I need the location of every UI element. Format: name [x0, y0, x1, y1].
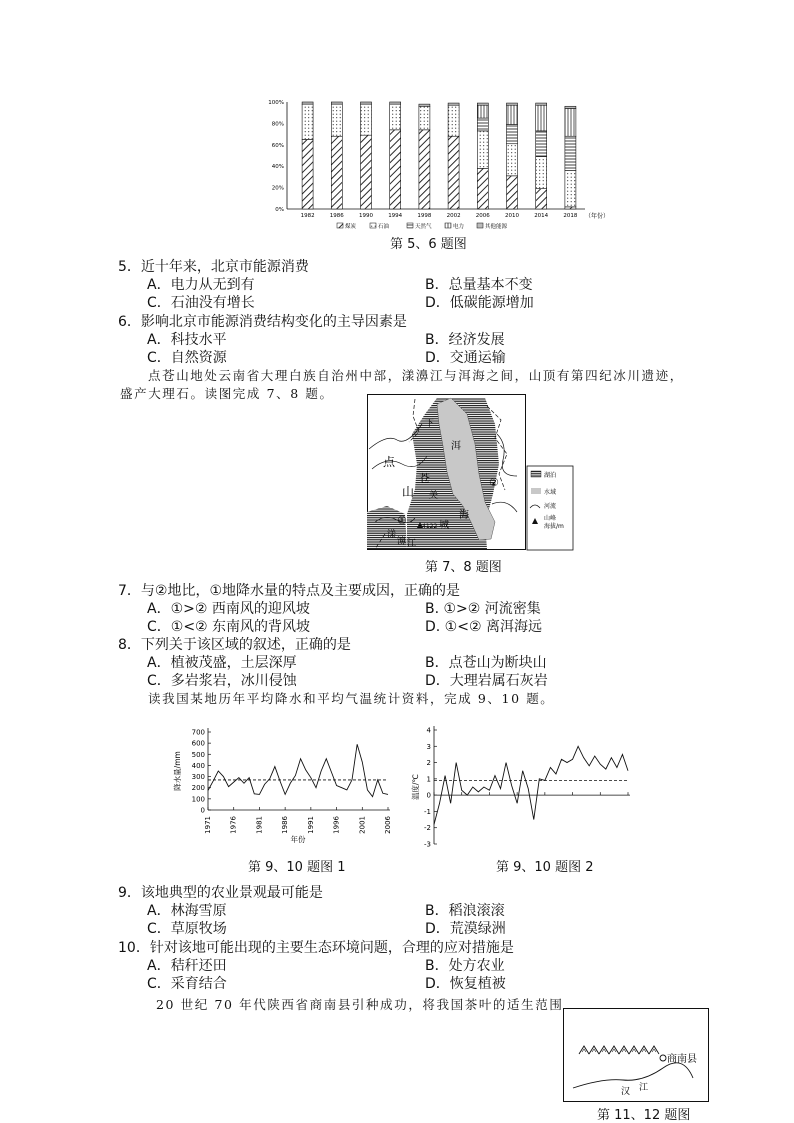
map-label: 山 — [402, 485, 415, 499]
x-tick-label — [624, 849, 632, 850]
y-tick-label: 600 — [191, 739, 205, 748]
x-tick-label: 1982 — [300, 213, 315, 219]
y-tick-label: 2 — [426, 759, 431, 768]
question-5-option-c: C．石油没有增长 — [147, 295, 255, 311]
question-7-option-d: D. ①<② 离洱海远 — [425, 619, 542, 635]
bar-segment — [507, 124, 518, 143]
bar-segment — [477, 105, 488, 118]
legend-label: 电力 — [453, 224, 465, 230]
chart-legend — [337, 222, 508, 230]
map-label: 濞 — [397, 537, 407, 547]
question-8-stem: 8．下列关于该区域的叙述，正确的是 — [118, 637, 351, 653]
point-2-label: ② — [489, 476, 499, 489]
diancang-map — [367, 394, 574, 551]
legend-item: 湖泊 — [544, 472, 557, 479]
bar-segment — [331, 136, 342, 209]
x-tick-label: 2001 — [358, 816, 367, 834]
x-tick-label: 2006 — [475, 213, 490, 219]
map-label: 苍 — [419, 472, 430, 485]
bar-segment — [536, 131, 547, 157]
bar-segment — [565, 136, 576, 170]
bar-segment — [302, 102, 313, 104]
y-tick-label: 4 — [426, 726, 431, 735]
bar-segment — [448, 103, 459, 105]
y-tick-label: 60% — [271, 142, 284, 149]
precipitation-chart — [170, 720, 400, 850]
bar-segment — [419, 104, 430, 106]
bar-segment — [419, 106, 430, 130]
map-label: 江 — [407, 539, 417, 549]
question-9-stem: 9．该地典型的农业景观最可能是 — [118, 885, 323, 901]
question-8-option-b: B．点苍山为断块山 — [425, 655, 547, 671]
series-line — [434, 746, 628, 824]
bar-segment — [536, 103, 547, 105]
intro-11-12: 20 世纪 70 年代陕西省商南县引种成功，将我国茶叶的适生范围 — [156, 997, 564, 1012]
question-5-option-d: D．低碳能源增加 — [425, 295, 534, 311]
y-tick-label: 20% — [271, 185, 284, 192]
bar-segment — [331, 104, 342, 136]
x-tick-label: 1994 — [388, 213, 403, 219]
chart-bars — [302, 102, 576, 209]
x-unit-label: （年份） — [585, 213, 610, 220]
x-tick-label: 2018 — [563, 213, 578, 219]
y-axis-label: 温度/℃ — [411, 774, 420, 800]
question-6-option-d: D．交通运输 — [425, 350, 506, 366]
question-9-option-a: A．林海雪原 — [147, 903, 227, 919]
shangnan-map — [563, 1008, 709, 1102]
y-tick-label: 3 — [426, 742, 431, 751]
bar-segment — [507, 176, 518, 209]
bar-segment — [390, 102, 401, 104]
y-tick-label: 40% — [271, 164, 284, 171]
map-label: 洱 — [451, 441, 461, 452]
county-label: 商南县 — [667, 1054, 697, 1065]
intro-7-8-line2: 盛产大理石。读图完成 7、8 题。 — [120, 386, 334, 401]
y-tick-label: 300 — [191, 773, 205, 782]
x-tick-label — [513, 849, 521, 850]
map-label: 点 — [383, 455, 396, 469]
legend-label: 煤炭 — [345, 224, 357, 230]
bar-segment — [536, 105, 547, 131]
bar-segment — [507, 144, 518, 176]
legend-item: 山峰 — [544, 515, 557, 522]
bar-segment — [390, 130, 401, 209]
x-tick-label — [569, 849, 577, 850]
question-10-stem: 10．针对该地可能出现的主要生态环境问题，合理的应对措施是 — [118, 940, 514, 956]
question-9-option-c: C．草原牧场 — [147, 921, 227, 937]
bar-segment — [507, 105, 518, 124]
river-label: 汉 — [621, 1087, 631, 1097]
bar-segment — [302, 104, 313, 139]
bar-segment — [507, 103, 518, 105]
legend-swatch — [445, 223, 451, 228]
bar-segment — [477, 131, 488, 168]
map-label: 下 — [425, 419, 435, 429]
bar-segment — [302, 139, 313, 209]
x-tick-label: 1996 — [332, 816, 341, 834]
question-9-option-d: D．荒漠绿洲 — [425, 921, 506, 937]
question-8-option-d: D．大理岩属石灰岩 — [425, 673, 548, 689]
bar-segment — [565, 108, 576, 136]
bar-segment — [361, 104, 372, 135]
figure-5-6-caption: 第 5、6 题图 — [390, 237, 467, 252]
y-tick-label: 1 — [426, 775, 431, 784]
y-tick-label: 700 — [191, 728, 205, 737]
x-tick-label: 2014 — [534, 213, 549, 219]
bar-segment — [331, 102, 342, 104]
question-6-option-c: C．自然资源 — [147, 350, 227, 366]
x-tick-label — [458, 849, 466, 850]
y-tick-label: 0% — [275, 207, 284, 213]
point-1-label: ① — [397, 514, 407, 527]
y-tick-label: 100% — [268, 100, 284, 106]
legend-swatch — [370, 223, 376, 228]
bar-segment — [361, 102, 372, 104]
bar-segment — [477, 118, 488, 131]
question-6-option-b: B．经济发展 — [425, 332, 505, 348]
question-10-option-c: C．采育结合 — [147, 976, 227, 992]
intro-9-10: 读我国某地历年平均降水和平均气温统计资料，完成 9、10 题。 — [148, 691, 555, 706]
legend-item: 水域 — [544, 489, 557, 496]
legend-swatch — [407, 223, 413, 228]
x-tick-label: 1986 — [329, 213, 344, 219]
question-10-option-d: D．恢复植被 — [425, 976, 506, 992]
y-axis-label: 降水量/mm — [173, 751, 182, 791]
legend-label: 天然气 — [415, 224, 432, 230]
y-tick-label: 0 — [426, 791, 431, 800]
y-tick-label: 80% — [271, 121, 284, 128]
temperature-chart — [410, 720, 640, 850]
map-label: 海 — [459, 510, 469, 521]
legend-item: 海拔/m — [544, 523, 564, 530]
y-tick-label: 500 — [191, 750, 205, 759]
x-tick-label: 1990 — [359, 213, 373, 219]
question-10-option-a: A．秸秆还田 — [147, 958, 227, 974]
legend-swatch — [477, 223, 483, 228]
y-tick-label: -3 — [424, 840, 431, 849]
bar-segment — [448, 105, 459, 136]
question-6-stem: 6．影响北京市能源消费结构变化的主导因素是 — [118, 314, 407, 330]
bar-segment — [565, 207, 576, 209]
x-tick-label: 2010 — [505, 213, 519, 219]
question-7-option-b: B. ①>② 河流密集 — [425, 601, 541, 617]
question-7-option-c: C．①<② 东南风的背风坡 — [147, 619, 311, 635]
map-label: 关 — [429, 491, 439, 501]
bar-segment — [477, 168, 488, 209]
question-8-option-c: C．多岩浆岩，冰川侵蚀 — [147, 673, 297, 689]
map-label: 城 — [439, 520, 449, 531]
peak-elevation: 4122 — [422, 523, 438, 530]
question-5-stem: 5．近十年来，北京市能源消费 — [118, 259, 309, 275]
question-10-option-b: B．处方农业 — [425, 958, 505, 974]
legend-label: 石油 — [378, 224, 390, 230]
bar-segment — [565, 170, 576, 206]
question-6-option-a: A．科技水平 — [147, 332, 227, 348]
legend-water-swatch — [531, 488, 541, 494]
figure-9-10-1-caption: 第 9、10 题图 1 — [248, 860, 346, 875]
legend-label: 其他能源 — [485, 224, 508, 230]
x-tick-label: 1981 — [255, 816, 264, 834]
legend-lake-swatch — [531, 471, 541, 477]
legend-swatch — [337, 223, 343, 228]
bar-segment — [536, 157, 547, 189]
figure-9-10-2-caption: 第 9、10 题图 2 — [496, 860, 594, 875]
series-line — [208, 744, 388, 796]
question-5-option-b: B．总量基本不变 — [425, 277, 533, 293]
question-7-stem: 7．与②地比，①地降水量的特点及主要成因，正确的是 — [118, 583, 461, 599]
y-tick-label: 0 — [200, 806, 205, 815]
question-9-option-b: B．稻浪滚滚 — [425, 903, 505, 919]
y-tick-label: -2 — [424, 824, 431, 833]
y-tick-label: 400 — [191, 761, 205, 770]
y-tick-labels — [268, 100, 284, 213]
bar-segment — [565, 106, 576, 108]
intro-7-8-line1: 点苍山地处云南省大理白族自治州中部，漾濞江与洱海之间，山顶有第四纪冰川遗迹， — [148, 368, 684, 383]
bar-segment — [419, 130, 430, 209]
energy-structure-chart — [255, 92, 625, 237]
x-tick-label: 2006 — [384, 816, 392, 834]
question-8-option-a: A．植被茂盛，土层深厚 — [147, 655, 297, 671]
bar-segment — [390, 104, 401, 130]
question-7-option-a: A．①>② 西南风的迎风坡 — [147, 601, 310, 617]
county-marker-icon — [660, 1055, 666, 1061]
river-label: 江 — [639, 1083, 649, 1093]
x-tick-label: 2002 — [446, 213, 461, 219]
bar-segment — [448, 136, 459, 209]
x-tick-label: 1998 — [417, 213, 432, 219]
y-tick-label: -1 — [424, 807, 431, 816]
x-tick-label: 1991 — [306, 816, 315, 834]
figure-11-12-caption: 第 11、12 题图 — [597, 1108, 691, 1123]
legend-item: 河流 — [544, 503, 557, 510]
bar-segment — [536, 189, 547, 209]
x-axis-label: 年份 — [290, 835, 306, 844]
x-tick-label: 1971 — [204, 816, 212, 834]
x-tick-label: 1976 — [229, 816, 238, 834]
question-5-option-a: A．电力从无到有 — [147, 277, 255, 293]
x-tick-labels — [301, 213, 578, 219]
map-label: 漾 — [387, 530, 397, 540]
y-tick-label: 100 — [191, 795, 205, 804]
bar-segment — [361, 135, 372, 209]
bar-segment — [477, 103, 488, 105]
y-tick-label: 200 — [191, 784, 205, 793]
figure-7-8-caption: 第 7、8 题图 — [425, 560, 502, 575]
x-tick-label: 1986 — [281, 816, 290, 834]
